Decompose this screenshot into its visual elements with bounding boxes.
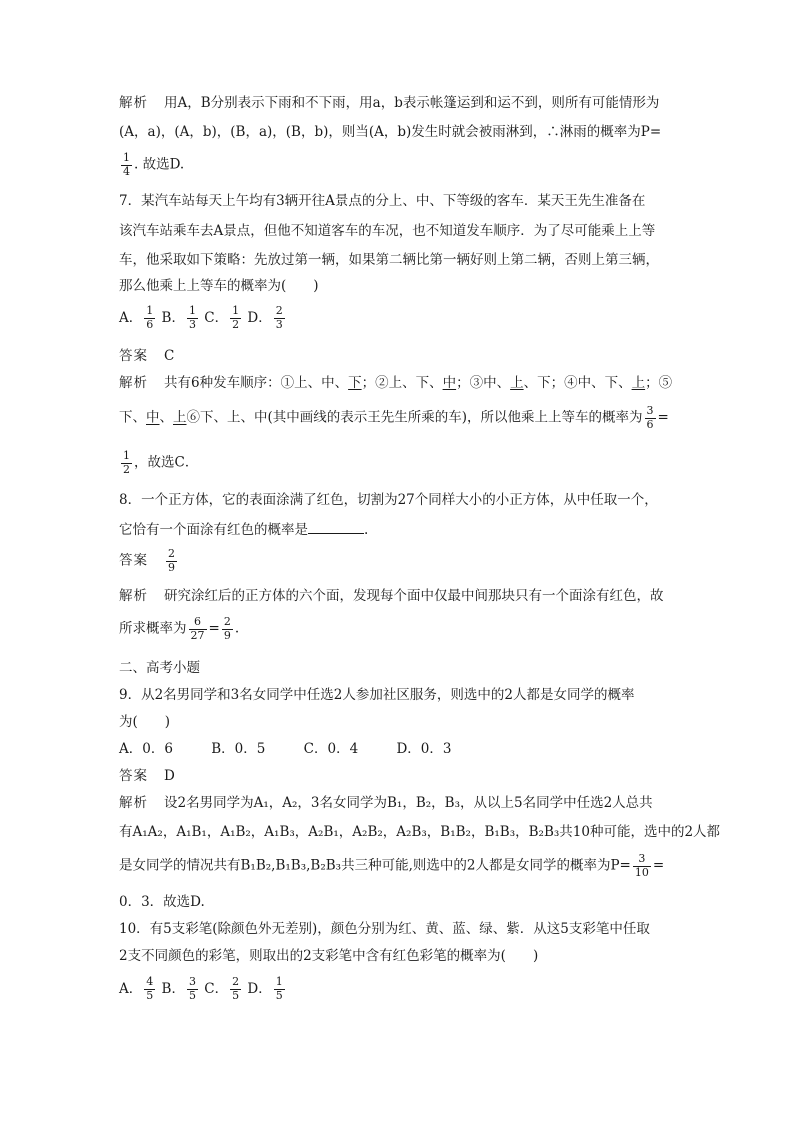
q10-option-b: B． $\frac{3}{5}$ xyxy=(161,975,196,1002)
q10-options xyxy=(119,976,679,1002)
q8-jiexi-line1: 解析 研究涂红后的正方体的六个面，发现每个面中仅最中间那块只有一个面涂有红色，故 xyxy=(119,588,664,604)
underlined-choice: 上 xyxy=(510,375,524,391)
section-title: 二、高考小题 xyxy=(119,660,200,676)
q7-jiexi-line1: 解析 共有6种发车顺序：①上、中、下；②上、下、中；③中、上、下；④中、下、上；⑤ xyxy=(119,375,673,391)
q9-jiexi-line2: 有A₁A₂，A₁B₁，A₁B₂，A₁B₃，A₂B₁，A₂B₂，A₂B₃，B₁B₂，B₁B₃，B₂B₃共10种可能，选中的2人都 xyxy=(119,824,721,840)
q7-jiexi-line2: 下、中、上⑥下、上、中(其中画线的表示王先生所乘的车)，所以他乘上上等车的概率为 $\frac{3}{6}$ = xyxy=(119,404,669,431)
q8-stem-line1: 8．一个正方体，它的表面涂满了红色，切割为27个同样大小的小正方体，从中任取一个， xyxy=(119,492,658,508)
q9-option-b: B．0．5 xyxy=(211,741,266,757)
q6-jiexi-text2: (A，a)，(A，b)，(B，a)，(B，b)，则当(A，b)发生时就会被雨淋到，∴淋雨的概率为P= xyxy=(119,124,662,140)
q9-answer-value: D xyxy=(164,768,175,784)
q9-jiexi-label: 解析 xyxy=(119,795,148,811)
q7-stem-line2: 该汽车站乘车去A景点，但他不知道客车的车况，也不知道发车顺序．为了尽可能乘上上等 xyxy=(119,223,656,239)
q7-answer-label: 答案 xyxy=(119,348,148,364)
q7-jiexi-label: 解析 xyxy=(119,375,148,391)
q7-option-c: C． $\frac{1}{2}$ xyxy=(204,304,240,331)
q6-jiexi-text3: . 故选D. xyxy=(134,156,185,173)
q8-answer xyxy=(119,548,679,574)
q9-jiexi-line4: 0．3．故选D. xyxy=(119,894,205,910)
q10-stem-line2: 2支不同颜色的彩笔，则取出的2支彩笔中含有红色彩笔的概率为( ) xyxy=(119,948,539,964)
q7-stem-line1: 7．某汽车站每天上午均有3辆开往A景点的分上、中、下等级的客车．某天王先生准备在 xyxy=(119,193,646,209)
q6-jiexi-line3 xyxy=(119,152,679,178)
q6-jiexi-line1 xyxy=(119,97,679,111)
q10-option-a: A． $\frac{4}{5}$ xyxy=(119,975,154,1002)
q9-stem-line2: 为( ) xyxy=(119,714,171,730)
underlined-choice: 中 xyxy=(442,375,457,391)
q9-answer xyxy=(119,770,679,784)
q7-option-b: B． $\frac{1}{3}$ xyxy=(161,304,196,331)
q8-stem-line2: 它恰有一个面涂有红色的概率是 . xyxy=(119,522,369,538)
q9-jiexi-line3: 是女同学的情况共有B₁B₂,B₁B₃,B₂B₃共三种可能,则选中的2人都是女同学的概率为P= $\frac{3}{10}$ = xyxy=(119,852,665,879)
q10-option-c: C． $\frac{2}{5}$ xyxy=(204,975,240,1002)
q7-option-d: D． $\frac{2}{3}$ xyxy=(247,304,283,331)
q8-answer-label: 答案 xyxy=(119,552,148,569)
q7-options xyxy=(119,305,679,331)
q7-answer xyxy=(119,350,679,364)
q9-option-d: D．0．3 xyxy=(396,741,452,757)
underlined-choice: 下 xyxy=(348,375,362,391)
q9-stem-line1: 9．从2名男同学和3名女同学中任选2人参加社区服务，则选中的2人都是女同学的概率 xyxy=(119,687,635,703)
underlined-choice: 上 xyxy=(173,409,187,426)
q7-jiexi-fraction-2: $\frac{1}{2}$ xyxy=(123,449,130,476)
q6-jiexi-label: 解析 xyxy=(119,95,148,111)
underlined-choice: 上 xyxy=(631,375,646,391)
q9-jiexi-line1: 解析 设2名男同学为A₁，A₂，3名女同学为B₁，B₂，B₃，从以上5名同学中任选2人总共 xyxy=(119,795,653,811)
q8-jiexi-label: 解析 xyxy=(119,588,148,604)
q6-jiexi-text1: 用A，B分别表示下雨和不下雨，用a，b表示帐篷运到和运不到，则所有可能情形为 xyxy=(164,95,660,111)
underlined-choice: 中 xyxy=(146,409,160,426)
q7-answer-value: C xyxy=(164,348,175,364)
q7-jiexi-fraction-1: $\frac{3}{6}$ xyxy=(646,404,654,431)
q8-jiexi-fraction-2: $\frac{2}{9}$ xyxy=(223,615,231,642)
q10-option-d: D． $\frac{1}{5}$ xyxy=(247,975,283,1002)
q6-jiexi-line2 xyxy=(119,126,679,140)
q9-answer-label: 答案 xyxy=(119,768,148,784)
q7-jiexi-line3: $\frac{1}{2}$ ，故选C． xyxy=(123,449,199,476)
q9-options xyxy=(119,743,679,757)
q7-stem-line3: 车，他采取如下策略：先放过第一辆，如果第二辆比第一辆好则上第二辆，否则上第三辆， xyxy=(119,252,659,268)
q8-answer-fraction: $\frac{2}{9}$ xyxy=(168,547,175,574)
q8-jiexi-fraction-1: $\frac{6}{27}$ xyxy=(190,615,205,642)
q8-jiexi-line2: 所求概率为 $\frac{6}{27}$ = $\frac{2}{9}$ . xyxy=(119,615,240,642)
answer-blank xyxy=(308,521,364,534)
q9-jiexi-fraction: $\frac{3}{10}$ xyxy=(634,852,649,879)
q7-option-a: A． $\frac{1}{6}$ xyxy=(119,304,154,331)
q10-stem-line1: 10．有5支彩笔(除颜色外无差别)，颜色分别为红、黄、蓝、绿、紫．从这5支彩笔中任取 xyxy=(119,921,650,937)
q9-option-a: A．0．6 xyxy=(119,741,173,757)
q9-option-c: C．0．4 xyxy=(303,741,359,757)
q7-stem-line4: 那么他乘上上等车的概率为( ) xyxy=(119,278,319,294)
q6-jiexi-fraction: $\frac{1}{4}$ xyxy=(123,151,130,178)
